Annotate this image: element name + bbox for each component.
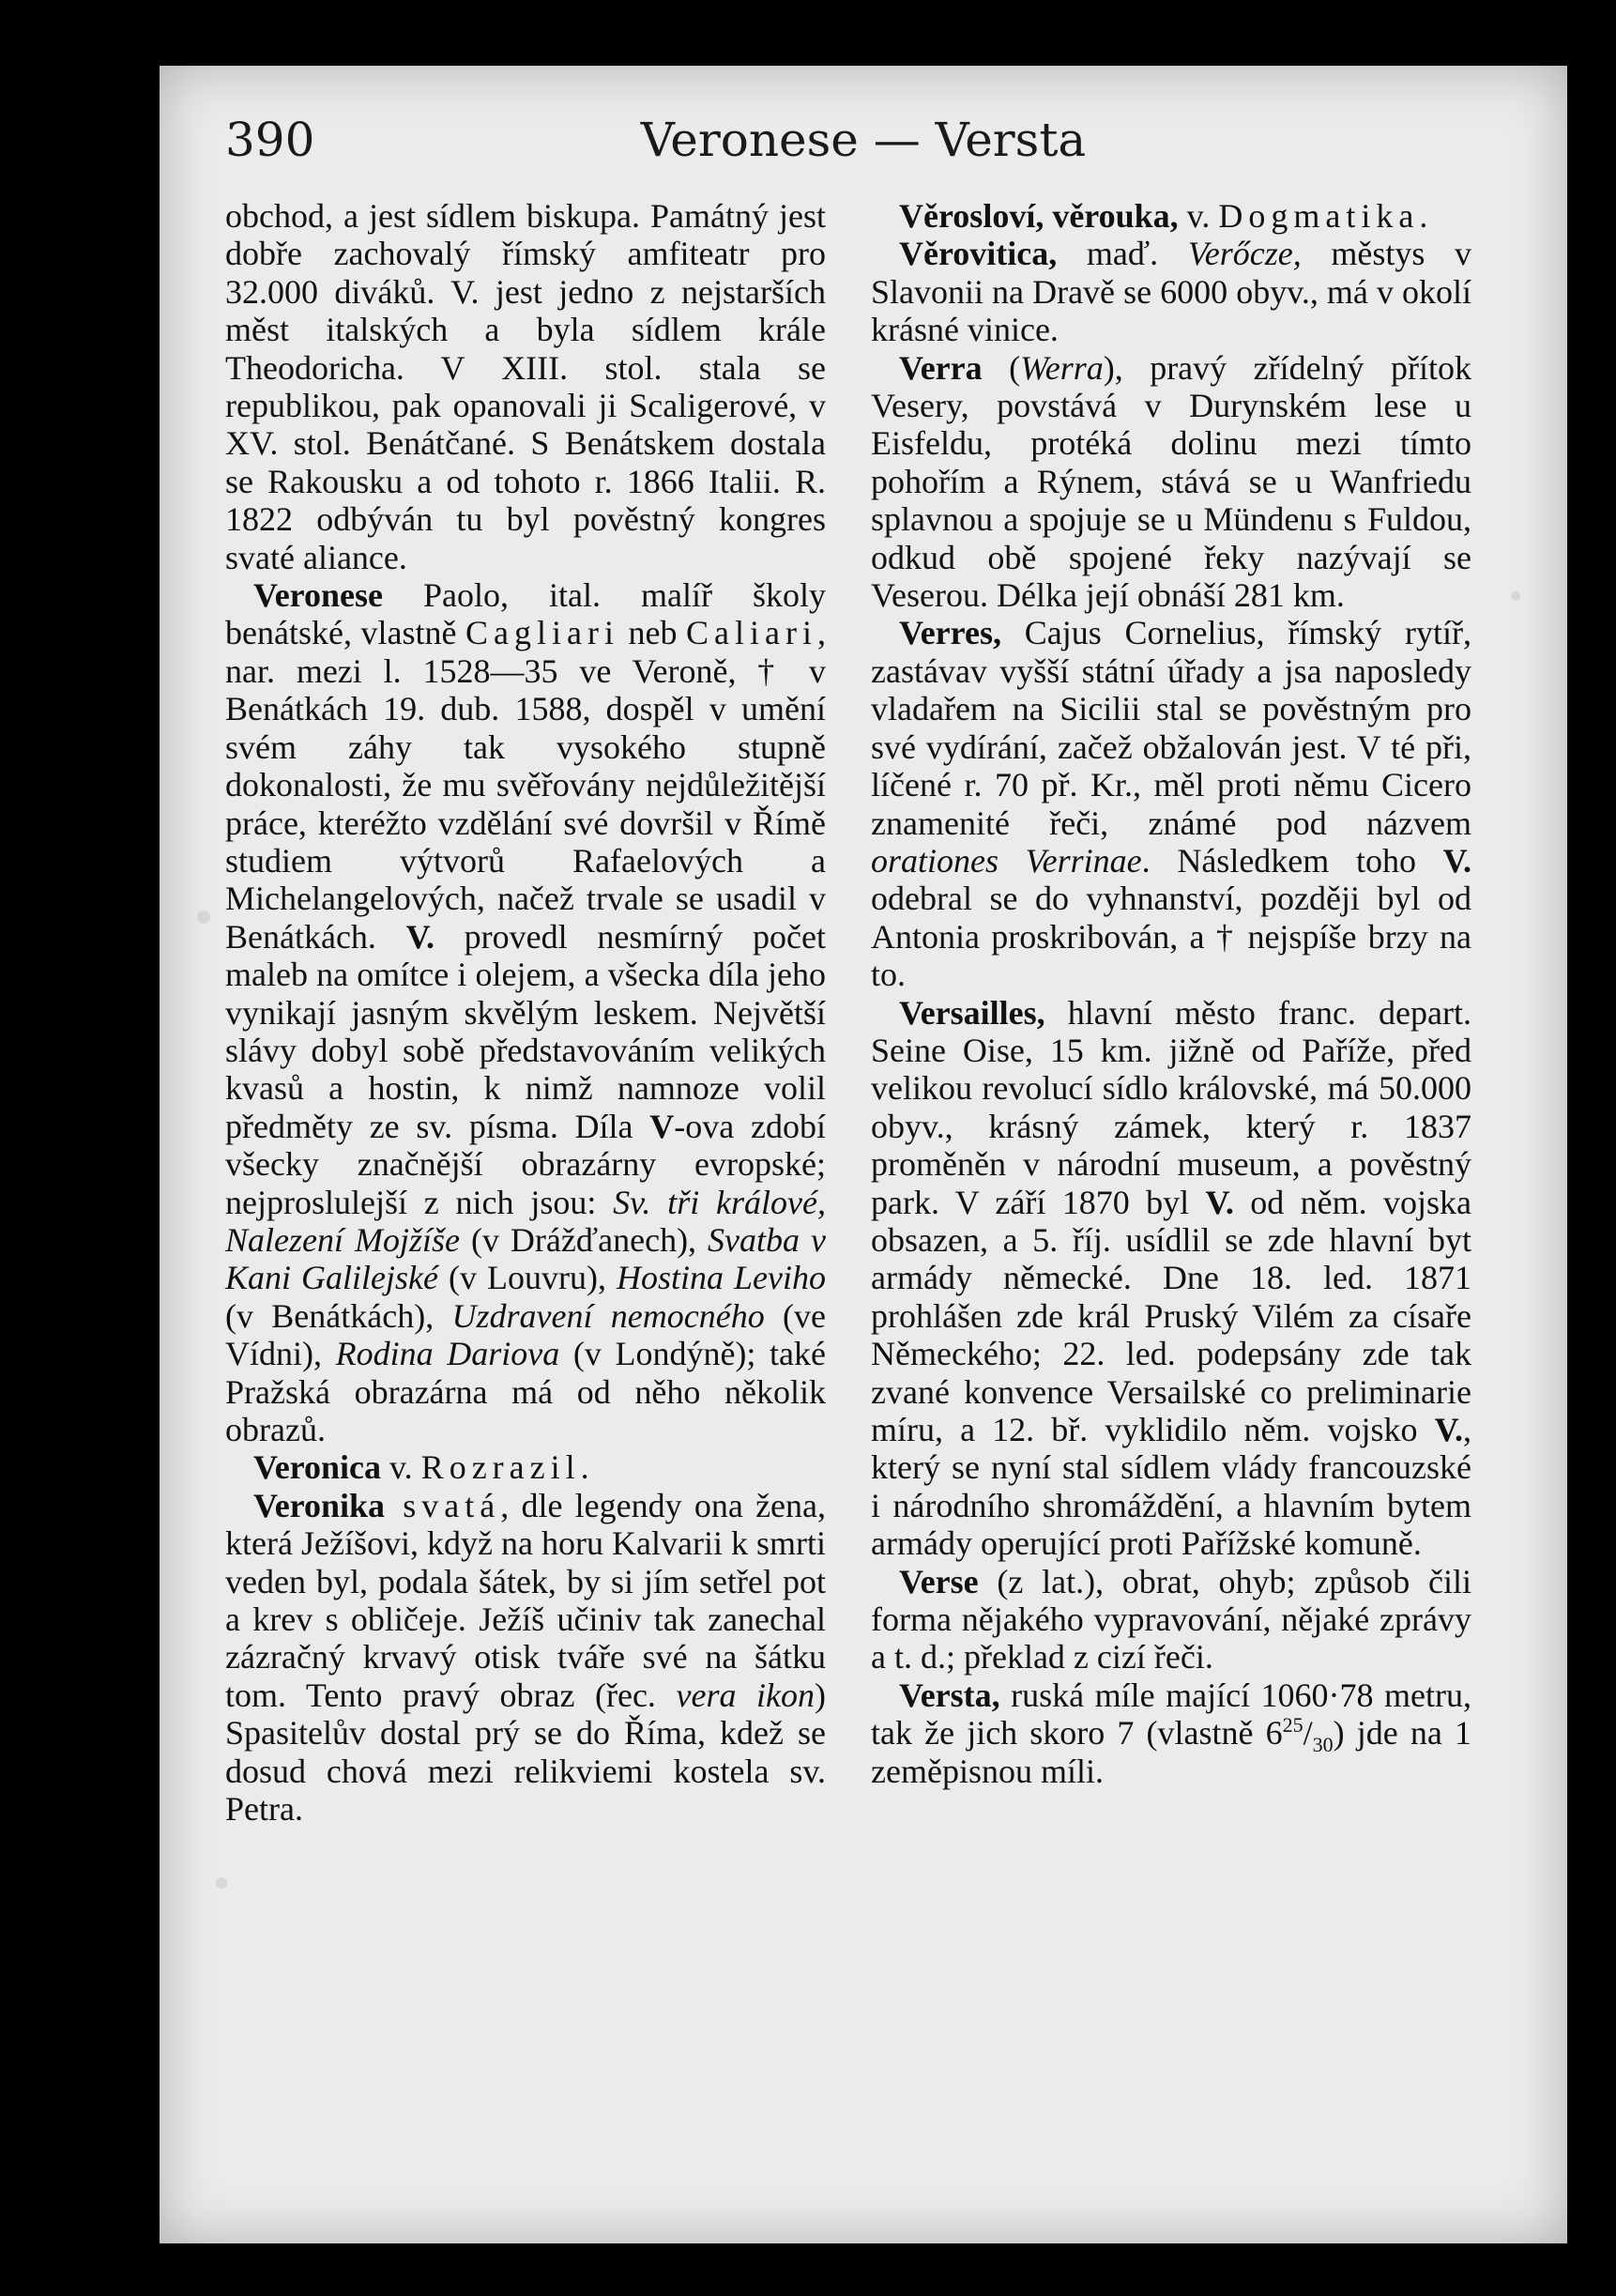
entry-text: , nar. mezi l. 1528—35 ve Veroně, † v Benátkách 19. dub. 1588, dospěl v umění svém záhy tak vysokého stupně dokonalosti, že mu svěřovány nejdůležitější práce, kteréžto vzdělání své dovršil v Římě studiem výtvorů Rafaelových a Michelangelových, načež trvale se usadil v Benátkách. [225,614,826,956]
entry-text: městys v Slavonii na Dravě se 6000 obyv., má v okolí krásné vinice. [871,235,1471,349]
running-title: Veronese — Versta [640,113,1087,167]
entry-text: ) Spasitelův dostal prý se do Říma, kdež se dosud chová mezi relikviemi kostela sv. Petra. [225,1676,826,1829]
entry-text: v. [1178,197,1219,235]
headword: Veronica [253,1448,382,1487]
fraction-slash: / [1303,1714,1313,1753]
entry-verosloví [871,197,1471,235]
abbrev-bold: V. [1434,1411,1463,1448]
italic-term: Verőcze, [1187,235,1302,273]
dictionary-page [160,66,1567,2243]
entry-veronika [225,1487,826,1829]
headword: Versta, [899,1676,1000,1714]
entry-text: (ve Vídni), [225,1296,827,1373]
entry-text: v. [381,1448,421,1487]
entry-text: . [1419,197,1428,235]
spaced-word: svatá [385,1486,501,1524]
entry-text: . [580,1448,589,1487]
entry-text: (v Benátkách), [225,1296,452,1335]
abbrev-bold: V. [1205,1183,1234,1221]
entry-text: ) jde na 1 zeměpisnou míli. [871,1714,1471,1790]
scan-smudge [197,911,210,924]
italic-term: vera ikon [676,1676,815,1714]
entry-text: . Následkem toho [1141,841,1443,880]
entry-text: ), pravý zřídelný přítok Vesery, povstává v Durynském lese u Eisfeldu, protéká dolinu mezi tímto pohořím a Rýnem, stává se u Wanfriedu splavnou a spojuje se u Mündenu s Fuldou, odkud obě spojené řeky nazývají se Veserou. Délka její obnáší 281 km. [871,348,1471,615]
entry-versta [871,1676,1471,1790]
entry-text: maď. [1057,235,1188,273]
scan-smudge [1511,591,1520,601]
headword: Verres, [899,614,1001,652]
entry-text: ( [982,348,1021,387]
entry-text: -ova zdobí všecky značnější obrazárny evropské; nejproslulejší z nich jsou: [225,1107,826,1221]
entry-text: od něm. vojska obsazen, a 5. říj. usídlil se zde hlavní byt armády německé. Dne 18. led. 1871 prohlášen zde král Pruský Vilém za císaře Německého; 22. led. podepsány zde tak zvané konvence Versailské co preliminarie míru, a 12. bř. vyklidilo něm. vojsko [871,1183,1471,1448]
entry-text: ruská míle mající 1060·78 metru, tak že jich skoro 7 (vlastně 6 [871,1676,1471,1753]
headword: Versailles, [899,993,1045,1032]
artwork-title: Hostina Leviho [616,1259,826,1297]
spaced-name: Caliari [686,614,817,652]
headword: Věrosloví, věrouka, [899,197,1179,235]
scan-smudge [216,1877,227,1889]
cross-reference: Dogmatika [1218,197,1420,235]
entry-text: hlavní město franc. depart. Seine Oise, 15 km. jižně od Paříže, před velikou revolucí sídlo královské, má 50.000 obyv., krásný zámek, který r. 1837 proměněn v národní museum, a pověstný park. V září 1870 byl [871,993,1471,1221]
page-number: 390 [225,113,315,167]
entry-text: neb [618,614,687,652]
headword: Verse [899,1562,979,1600]
artwork-title: Sv. tři králové, Nalezení Mojžíše [225,1183,826,1259]
italic-term: Werra [1020,348,1104,387]
headword: Veronese [253,576,383,615]
italic-term: orationes Verrinae [871,841,1142,880]
abbrev-bold: V. [405,917,434,956]
entry-verse [871,1563,1471,1676]
entry-text: provedl nesmírný počet maleb na omítce i olejem, a všecka díla jeho vynikají jasným skvělým leskem. Největší slávy dobyl sobě představováním velikých kvasů a hostin, k nimž namnoze volil předměty ze sv. písma. Díla [225,917,826,1145]
page-header [225,103,1502,188]
entry-text: Paolo, ital. malíř školy benátské, vlastně [225,576,826,652]
cross-reference: Rozrazil [420,1448,581,1487]
spaced-name: Cagliari [465,614,619,652]
entry-verovitica [871,235,1471,348]
abbrev-bold: V. [1442,841,1471,880]
entry-veronese [225,576,826,1448]
entry-text: , který se nyní stal sídlem vlády francouzské i národního shromáždění, a hlavním bytem armády operující proti Pařížské komuně. [871,1411,1471,1563]
entry-versailles [871,994,1471,1563]
headword: Veronika [253,1486,386,1524]
entry-text: (v Louvru), [437,1259,617,1297]
entry-text: obchod, a jest sídlem biskupa. Památný jest dobře zachovalý římský amfiteatr pro 32.000 diváků. V. jest jedno z nejstarších měst italských a byla sídlem krále Theodoricha. V XIII. stol. stala se republikou, pak opanovali ji Scaligerové, v XV. stol. Benátčané. S Benátskem dostala se Rakousku a od tohoto r. 1866 Italii. R. 1822 odbýván tu byl pověstný kongres svaté aliance. [225,197,826,576]
entry-verona-continuation [225,197,826,576]
left-column [225,197,826,1828]
entry-text: , dle legendy ona žena, která Ježíšovi, když na horu Kalvarii k smrti veden byl, podala šátek, by si jím setřel pot a krev s obličeje. Ježíš učiniv tak zanechal zázračný krvavý otisk tváře své na šátku tom. Tento pravý obraz (řec. [225,1486,827,1714]
entry-text: (v Drážďanech), [459,1220,709,1259]
headword: Verra [899,348,983,387]
artwork-title: Uzdravení nemocného [451,1296,765,1335]
entry-verres [871,614,1471,993]
fraction-denominator: 30 [1312,1733,1334,1757]
entry-text: (z lat.), obrat, ohyb; způsob čili forma nějakého vypravování, nějaké zprávy a t. d.; překlad z cizí řeči. [871,1562,1471,1676]
entry-text: Cajus Cornelius, římský rytíř, zastávav vyšší státní úřady a jsa naposledy vladařem na Sicilii stal se pověstným pro své vydírání, začež obžalován jest. V té při, líčené r. 70 př. Kr., měl proti němu Cicero znamenité řeči, známé pod názvem [871,614,1471,842]
headword: Věrovitica, [899,235,1058,273]
artwork-title: Svatba v Kani Galilejské [225,1220,826,1297]
fraction-numerator: 25 [1282,1713,1303,1737]
entry-text: odebral se do vyhnanství, později byl od Antonia proskribován, a † nejspíše brzy na to. [871,880,1471,994]
entry-text: (v Londýně); také Pražská obrazárna má od něho několik obrazů. [225,1335,827,1448]
abbrev-bold: V [649,1107,675,1145]
entry-verra [871,349,1471,615]
right-column [871,197,1471,1790]
artwork-title: Rodina Dariova [335,1335,560,1373]
entry-veronica [225,1448,826,1486]
